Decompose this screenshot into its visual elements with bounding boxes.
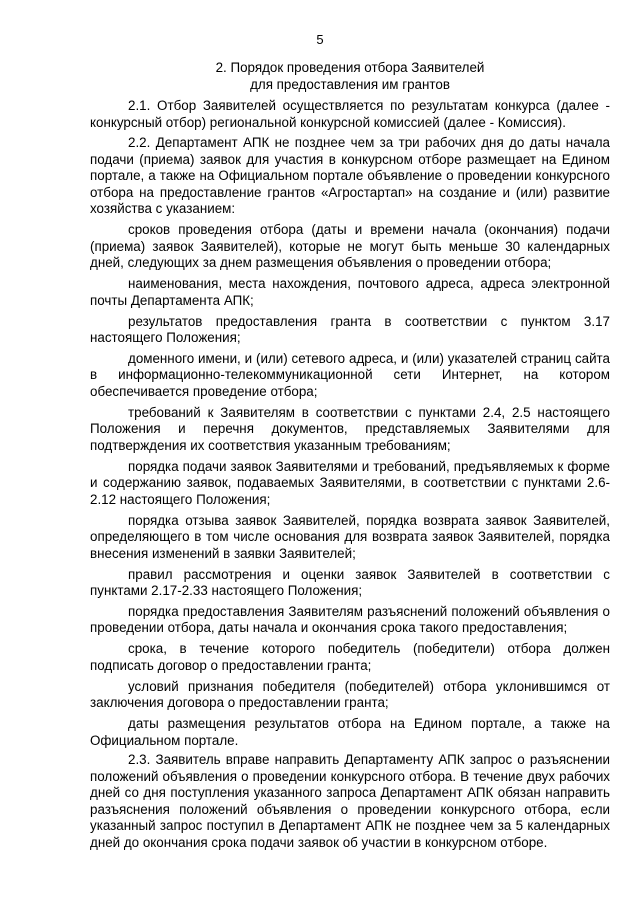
list-item-website: доменного имени, и (или) сетевого адреса, и (или) указателей страниц сайта в информационно-телекоммуникационной сети Интернет, на котором обеспечивается проведение отбора; [90, 350, 610, 399]
list-item-withdrawal-procedure: порядка отзыва заявок Заявителей, порядка возврата заявок Заявителей, определяющего в том числе основания для возврата заявок Заявителей, порядка внесения изменений в заявки Заявителей; [90, 512, 610, 561]
list-item-evasion-conditions: условий признания победителя (победителей) отбора уклонившимся от заключения договора о предоставлении гранта; [90, 678, 610, 711]
list-item-contract-deadline: срока, в течение которого победитель (победители) отбора должен подписать договор о предоставлении гранта; [90, 641, 610, 673]
list-item-evaluation-rules: правил рассмотрения и оценки заявок Заявителей в соответствии с пунктами 2.17-2.33 настоящего Положения; [90, 566, 610, 599]
list-item-results-publication: даты размещения результатов отбора на Едином портале, а также на Официальном портале. [90, 716, 610, 748]
paragraph-2-2: 2.2. Департамент АПК не позднее чем за три рабочих дня до даты начала подачи (приема) заявок для участия в конкурсном отборе размещает на Едином портале, а также на Официальном портале объявление о проведении конкурсного отбора на предоставление грантов «Агростартап» на создание и (или) развитие хозяйства с указанием: [90, 135, 610, 217]
list-item-deadlines: сроков проведения отбора (даты и времени начала (окончания) подачи (приема) заявок Заявителей), которые не могут быть меньше 30 календарных дней, следующих за днем размещения объявления о проведении отбора; [90, 222, 610, 271]
section-heading [90, 60, 610, 93]
list-item-submission-procedure: порядка подачи заявок Заявителями и требований, предъявляемых к форме и содержанию заявок, подаваемых Заявителями, в соответствии с пунктами 2.6-2.12 настоящего Положения; [90, 458, 610, 507]
document-body [90, 98, 610, 851]
paragraph-2-3: 2.3. Заявитель вправе направить Департаменту АПК запрос о разъяснении положений объявления о проведении конкурсного отбора. В течение двух рабочих дней со дня поступления указанного запроса Департамент АПК обязан направить разъяснения положений объявления о проведении конкурсного отбора, если указанный запрос поступил в Департамент АПК не позднее чем за 5 календарных дней до окончания срока подачи заявок об участии в конкурсном отборе. [90, 752, 610, 850]
list-item-contacts: наименования, места нахождения, почтового адреса, адреса электронной почты Департамента АПК; [90, 276, 610, 308]
page-number: 5 [316, 32, 324, 47]
list-item-grant-results: результатов предоставления гранта в соответствии с пунктом 3.17 настоящего Положения; [90, 313, 610, 346]
list-item-requirements: требований к Заявителям в соответствии с пунктами 2.4, 2.5 настоящего Положения и перечня документов, представляемых Заявителями для подтверждения их соответствия указанным требованиям; [90, 404, 610, 453]
section-heading-line-1: 2. Порядок проведения отбора Заявителей [215, 60, 485, 75]
section-heading-line-2: для предоставления им грантов [250, 76, 450, 92]
paragraph-2-1: 2.1. Отбор Заявителей осуществляется по результатам конкурса (далее - конкурсный отбор) региональной конкурсной комиссией (далее - Комиссия). [90, 98, 610, 130]
list-item-clarifications: порядка предоставления Заявителям разъяснений положений объявления о проведении отбора, даты начала и окончания срока такого предоставления; [90, 603, 610, 636]
